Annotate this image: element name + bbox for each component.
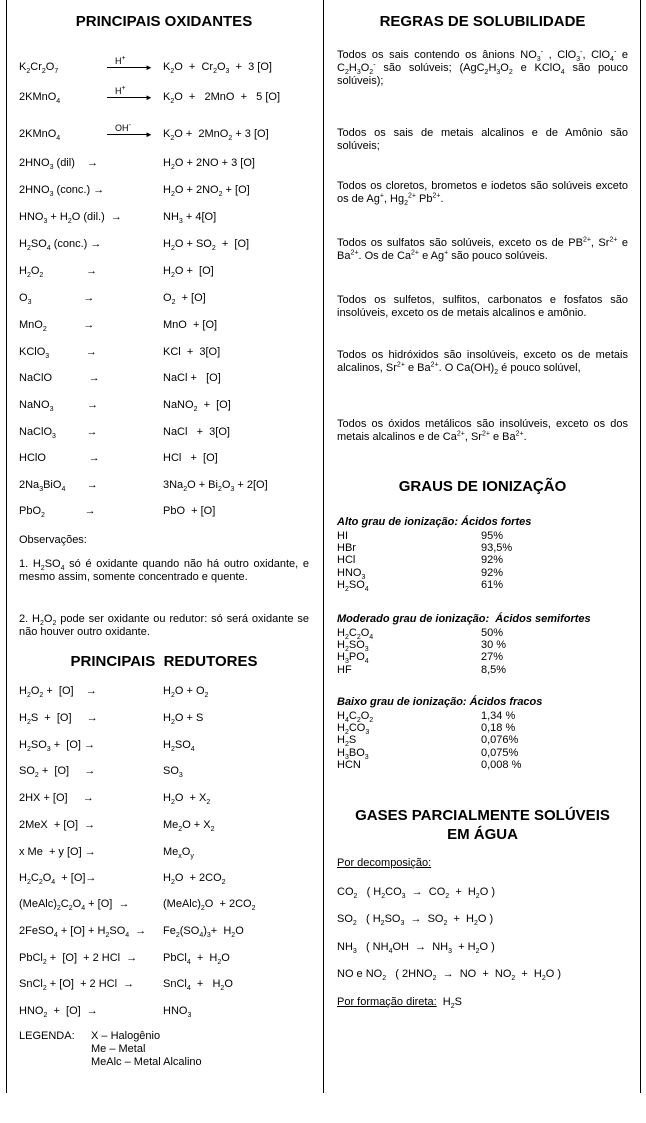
ionizacao-row <box>337 664 628 676</box>
solubilidade-rule: Todos os cloretos, brometos e iodetos são solúveis exceto os de Ag+, $Hg_2^{2+}$ $Pb^{2+}$. <box>337 180 628 208</box>
oxidante-produto: $H_2O + 2NO_2 + [O]$ <box>163 184 250 199</box>
oxidante-produto: $O_2 + [O]$ <box>163 292 206 307</box>
oxidante-reagente: NaClO → <box>19 372 100 384</box>
solubilidade-rule: Todos os sais de metais alcalinos e de Amônio são solúveis; <box>337 127 628 152</box>
acid-formula: $H_3BO_3$ <box>337 746 369 761</box>
ionizacao-row <box>337 722 628 737</box>
legenda-item-metal: Me – Metal <box>91 1043 146 1055</box>
ionizacao-title: GRAUS DE IONIZAÇÃO <box>398 478 567 495</box>
reaction-condition: H+ <box>115 85 126 96</box>
formacao-direta <box>337 996 462 1011</box>
ionization-degree: 92% <box>481 566 504 579</box>
acid-formula: HF <box>337 663 352 676</box>
acid-formula: $H_2C_2O_4$ <box>337 627 374 642</box>
ionizacao-row <box>337 651 628 666</box>
oxidante-reagente: $H_2SO_4$ (conc.) → <box>19 238 102 253</box>
oxidante-reagente: $H_2O_2$ → <box>19 265 98 280</box>
redutor-reagente: $SO_2 + [O]$ → <box>19 765 96 780</box>
redutor-row <box>19 872 309 886</box>
redutor-row <box>19 792 309 806</box>
arrow-line <box>107 97 147 98</box>
oxidante-row <box>19 452 309 466</box>
redutor-reagente: $H_2C_2O_4 + [O]\to$ <box>19 872 97 887</box>
ionizacao-group-title: Alto grau de ionização: Ácidos fortes <box>337 516 532 528</box>
ionization-degree: 92% <box>481 554 504 567</box>
redutor-produto: $Fe_2(SO_4)_3+ H_2O$ <box>163 925 244 940</box>
oxidante-row <box>19 265 309 279</box>
acid-formula: $H_2S$ <box>337 734 357 749</box>
ionizacao-row <box>337 530 628 542</box>
oxidante-row <box>19 157 309 171</box>
observacao-1: 1. $H_2SO_4$ só é oxidante quando não há outro oxidante, e mesmo assim, somente concentrado e quente. <box>19 558 309 583</box>
oxidante-produto: PbO + [O] <box>163 505 216 517</box>
formacao-direta-label: Por formação direta: <box>337 996 437 1008</box>
redutor-produto: PbCl$_4$ + $H_2O$ <box>163 952 230 967</box>
redutor-reagente: $H_2S + [O]$ → <box>19 712 98 727</box>
redutor-reagente: 2FeSO$_4$ + $[O] + H_2SO_4$ → <box>19 925 147 940</box>
acid-formula: $H_2SO_3$ <box>337 639 369 654</box>
ionization-degree: 30 % <box>481 639 507 652</box>
oxidante-reagente: PbO$_2$ → <box>19 505 96 520</box>
redutor-reagente: $HNO_2 + [O]$ → <box>19 1005 98 1020</box>
frame-left-border <box>6 0 7 1093</box>
oxidante-reagente: NaClO$_3$ → <box>19 426 98 441</box>
solubilidade-title: REGRAS DE SOLUBILIDADE <box>379 13 586 30</box>
ionizacao-row <box>337 639 628 654</box>
gases-title-line2: EM ÁGUA <box>447 826 518 843</box>
redutor-row <box>19 712 309 726</box>
oxidante-row <box>19 122 309 143</box>
oxidante-produto: HCl + [O] <box>163 452 218 464</box>
ionization-degree: 0,076% <box>481 734 519 747</box>
redutor-reagente: $H_2SO_3 + [O]$ → <box>19 739 95 754</box>
oxidante-produto: $K_2O + 2MnO_2 + 3$ [O] <box>163 128 269 143</box>
decomposicao-label: Por decomposição: <box>337 857 432 869</box>
legenda-item-metal-alcalino: MeAlc – Metal Alcalino <box>91 1056 202 1068</box>
redutor-row <box>19 819 309 833</box>
ionization-degree: 0,008 % <box>481 758 522 771</box>
redutor-produto: SnCl$_4$ + $H_2O$ <box>163 978 233 993</box>
redutor-reagente: PbCl$_2$ + [O] + 2 HCl → <box>19 952 138 967</box>
ionizacao-row <box>337 747 628 759</box>
oxidante-produto: $H_2O + [O]$ <box>163 265 214 280</box>
ionizacao-row <box>337 734 628 749</box>
redutor-row <box>19 925 309 939</box>
observacao-2: 2. $H_2O_2$ pode ser oxidante ou redutor: só será oxidante se não houver outro oxidante. <box>19 613 309 638</box>
redutor-reagente: 2MeX + [O] → <box>19 819 96 831</box>
oxidante-row <box>19 372 309 386</box>
oxidante-row <box>19 211 309 225</box>
frame-right-border <box>640 0 641 1093</box>
oxidante-reagente: $O_3$ → <box>19 292 95 307</box>
oxidante-row <box>19 479 309 493</box>
oxidante-produto: NaCl + [O] <box>163 372 221 384</box>
oxidante-reagente: $K_2Cr_2O_7$ <box>19 61 59 76</box>
oxidante-produto: MnO + [O] <box>163 319 218 331</box>
redutor-row <box>19 846 309 860</box>
oxidante-reagente: 2KMnO$_4$ <box>19 91 61 106</box>
redutor-produto: $H_2SO_4$ <box>163 739 195 754</box>
oxidante-row <box>19 426 309 440</box>
ionization-degree: 95% <box>481 530 504 542</box>
acid-formula: HCN <box>337 758 361 771</box>
redutor-row <box>19 685 309 699</box>
reaction-condition: OH- <box>115 122 131 133</box>
redutor-produto: $H_2O + X_2$ <box>163 792 211 807</box>
oxidante-row <box>19 399 309 413</box>
ionizacao-row <box>337 627 628 642</box>
solubilidade-rule: Todos os óxidos metálicos são insolúveis, exceto os dos metais alcalinos e de $Ca^{2+}$, $Sr^{2+}$ e $Ba^{2+}$. <box>337 418 628 443</box>
redutor-row <box>19 765 309 779</box>
oxidante-reagente: $2HNO_3$ (dil) → <box>19 157 99 172</box>
redutor-row <box>19 952 309 966</box>
ionization-degree: 27% <box>481 651 504 664</box>
legenda-item-halogenio: X – Halogênio <box>91 1030 161 1042</box>
ionization-degree: 1,34 % <box>481 710 516 722</box>
arrow-line <box>107 67 147 68</box>
ionization-degree: 93,5% <box>481 542 513 555</box>
legenda-label: LEGENDA: <box>19 1030 75 1042</box>
ionizacao-row <box>337 567 628 579</box>
redutor-produto: $H_2O + 2CO_2$ <box>163 872 226 887</box>
solubilidade-rule: Todos os sulfatos são solúveis, exceto os de $PB^{2+}$, $Sr^{2+}$ e $Ba^{2+}$. Os de $Ca^{2+}$ e Ag+ são pouco solúveis. <box>337 236 628 262</box>
ionization-degree: 61% <box>481 578 504 591</box>
redutor-produto: $Me_xO_y$ <box>163 846 194 861</box>
oxidante-reagente: $HNO_3 + H_2O$ (dil.) → <box>19 211 122 226</box>
oxidante-produto: $NH_3 + 4[O]$ <box>163 211 217 226</box>
oxidante-reagente: MnO$_2$ → <box>19 319 95 334</box>
oxidante-row <box>19 505 309 519</box>
reaction-condition: H+ <box>115 55 126 66</box>
ionization-degree: 8,5% <box>481 663 507 676</box>
redutor-reagente: 2HX + [O] → <box>19 792 94 804</box>
observacoes-label: Observações: <box>19 534 87 546</box>
oxidante-reagente: KClO$_3$ → <box>19 346 97 361</box>
redutor-produto: $Me_2O + X_2$ <box>163 819 215 834</box>
gas-row: $NH_3$ ( $NH_4OH \to NH_3 + H_2O$ ) <box>337 941 495 956</box>
redutores-title: PRINCIPAIS REDUTORES <box>70 653 258 670</box>
ionizacao-row <box>337 542 628 554</box>
redutor-row <box>19 898 309 912</box>
oxidante-produto: $K_2O + 2MnO + 5$ [O] <box>163 91 281 106</box>
gas-row: NO e $NO_2$ ( $2HNO_2$ → NO + $NO_2 + H_2O$ ) <box>337 968 562 983</box>
redutor-produto: $SO_3$ <box>163 765 183 780</box>
solubilidade-rule: Todos os hidróxidos são insolúveis, exceto os de metais alcalinos, $Sr^{2+}$ e $Ba^{2+}$. O $Ca(OH)_2$ é pouco solúvel, <box>337 349 628 377</box>
acid-formula: $H_2SO_4$ <box>337 578 369 593</box>
oxidantes-title: PRINCIPAIS OXIDANTES <box>75 13 253 30</box>
solubilidade-rule: Todos os sais contendo os ânions $NO_3^-$ , ClO$_3$-, ClO$_4$- e $C_2H_3O_2^-$ são solúveis; ($AgC_2H_3O_2$ e KClO$_4$ são pouco solúveis); <box>337 48 628 87</box>
acid-formula: HBr <box>337 542 356 555</box>
oxidante-reagente: HClO → <box>19 452 100 464</box>
redutor-reagente: x Me + y [O] → <box>19 846 96 858</box>
acid-formula: HI <box>337 530 348 542</box>
formacao-direta-value: $H_2S$ <box>442 996 462 1011</box>
gas-row: $CO_2$ ( $H_2CO_3 \to CO_2 + H_2O$ ) <box>337 886 495 901</box>
oxidante-row <box>19 292 309 306</box>
redutor-produto: $(MeAlc)_2O + 2CO_2$ <box>163 898 256 913</box>
acid-formula: $HNO_3$ <box>337 566 366 581</box>
acid-formula: HCl <box>337 554 356 567</box>
oxidante-reagente: $2HNO_3$ (conc.) → <box>19 184 105 199</box>
oxidante-produto: NaCl + 3[O] <box>163 426 230 438</box>
oxidante-row <box>19 238 309 252</box>
oxidante-row <box>19 319 309 333</box>
acid-formula: $H_3PO_4$ <box>337 651 369 666</box>
oxidante-produto: $K_2O + Cr_2O_3 + 3$ [O] <box>163 61 272 76</box>
ionization-degree: 0,075% <box>481 746 519 759</box>
legenda-items <box>91 1030 202 1069</box>
oxidante-row <box>19 55 309 76</box>
solubilidade-rule: Todos os sulfetos, sulfitos, carbonatos e fosfatos são insolúveis, exceto os de metais alcalinos e amônio. <box>337 294 628 319</box>
redutor-reagente: $(MeAlc)_2C_2O_4 + [O]$ → <box>19 898 130 913</box>
redutor-row <box>19 739 309 753</box>
arrow-head-icon: ► <box>145 63 153 72</box>
redutor-row <box>19 1005 309 1019</box>
ionizacao-row <box>337 759 628 771</box>
acid-formula: $H_2CO_3$ <box>337 722 370 737</box>
oxidante-produto: $H_2O + SO_2 + [O]$ <box>163 238 250 253</box>
oxidante-produto: $H_2O + 2NO + 3$ [O] <box>163 157 255 172</box>
oxidante-produto: NaNO$_2$ + [O] <box>163 399 231 414</box>
arrow-line <box>107 134 147 135</box>
arrow-head-icon: ► <box>145 130 153 139</box>
gases-title-line1: GASES PARCIALMENTE SOLÚVEIS <box>355 807 610 824</box>
redutor-row <box>19 978 309 992</box>
oxidante-row <box>19 85 309 106</box>
ionization-degree: 50% <box>481 627 504 639</box>
ionization-degree: 0,18 % <box>481 722 516 735</box>
redutor-produto: $H_2O + S$ <box>163 712 204 727</box>
oxidante-reagente: NaNO$_3$ → <box>19 399 99 414</box>
arrow-head-icon: ► <box>145 93 153 102</box>
redutor-produto: $H_2O + O_2$ <box>163 685 209 700</box>
gas-row: $SO_2$ ( $H_2SO_3 \to SO_2 + H_2O$ ) <box>337 913 494 928</box>
oxidante-row <box>19 184 309 198</box>
acid-formula: $H_4C_2O_2$ <box>337 710 374 725</box>
ionizacao-group-title: Baixo grau de ionização: Ácidos fracos <box>337 696 543 708</box>
ionizacao-row <box>337 554 628 566</box>
oxidante-reagente: $2Na_3BiO_4$ → <box>19 479 98 494</box>
redutor-produto: $HNO_3$ <box>163 1005 192 1020</box>
oxidante-reagente: 2KMnO$_4$ <box>19 128 61 143</box>
oxidante-produto: KCl + 3[O] <box>163 346 221 358</box>
frame-middle-border <box>323 0 324 1093</box>
redutor-reagente: SnCl$_2$ + [O] + 2 HCl → <box>19 978 135 993</box>
oxidante-row <box>19 346 309 360</box>
oxidante-produto: $3Na_2O + Bi_2O_3 + 2[O]$ <box>163 479 268 494</box>
redutor-reagente: $H_2O_2 + [O]$ → <box>19 685 97 700</box>
ionizacao-group-title: Moderado grau de ionização: Ácidos semifortes <box>337 613 591 625</box>
ionizacao-row <box>337 710 628 725</box>
ionizacao-row <box>337 579 628 591</box>
